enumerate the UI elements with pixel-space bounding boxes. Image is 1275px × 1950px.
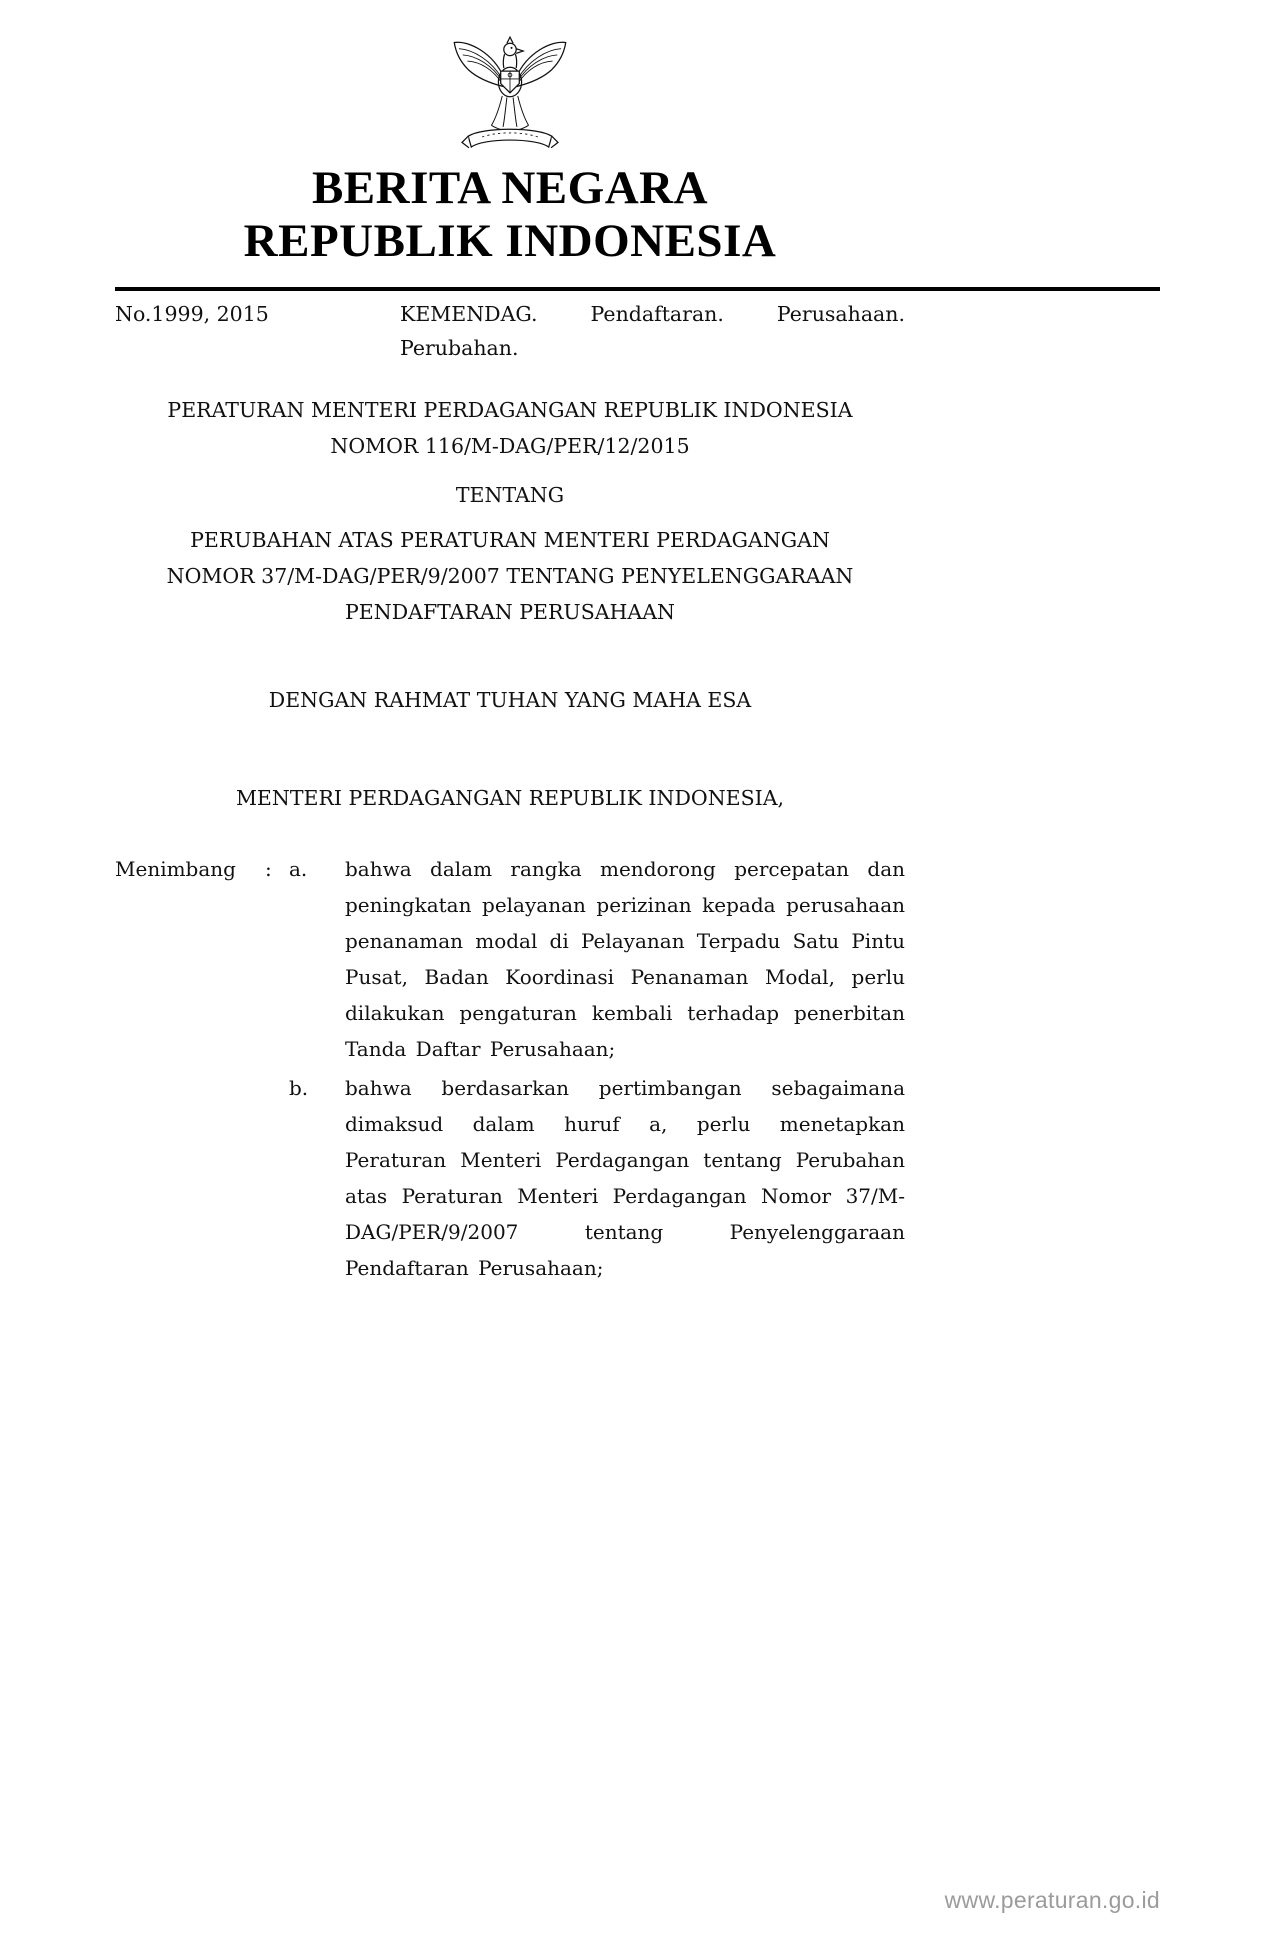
gazette-subjects-line1: KEMENDAG. Pendaftaran. Perusahaan. xyxy=(400,302,905,326)
masthead xyxy=(115,34,905,268)
gazette-header-row xyxy=(115,297,905,365)
consideration-text-b: bahwa berdasarkan pertimbangan sebagaimana dimaksud dalam huruf a, perlu menetapkan Peraturan Menteri Perdagangan tentang Perubahan atas Peraturan Menteri Perdagangan Nomor 37/M-DAG/PER/9/2007 tentang Penyelenggaraan Pendaftaran Perusahaan; xyxy=(345,1076,905,1280)
gazette-subjects xyxy=(400,297,905,365)
menimbang-colon: : xyxy=(265,857,272,881)
garuda-pancasila-emblem xyxy=(448,34,572,154)
regulation-title-block xyxy=(115,392,905,816)
gazette-subjects-line2: Perubahan. xyxy=(400,336,519,360)
source-url-watermark: www.peraturan.go.id xyxy=(944,1887,1160,1913)
masthead-title-line1: BERITA NEGARA xyxy=(311,162,709,214)
header-divider-rule xyxy=(115,287,1160,291)
regulation-number-line: NOMOR 116/M-DAG/PER/12/2015 xyxy=(330,434,690,458)
menimbang-label: Menimbang xyxy=(115,857,236,881)
masthead-title-line2: REPUBLIK INDONESIA xyxy=(243,215,777,267)
gazette-number: No.1999, 2015 xyxy=(115,302,269,326)
consideration-text-a: bahwa dalam rangka mendorong percepatan dan peningkatan pelayanan perizinan kepada perusahaan penanaman modal di Pelayanan Terpadu Satu Pintu Pusat, Badan Koordinasi Penanaman Modal, perlu dilakukan pengaturan kembali terhadap penerbitan Tanda Daftar Perusahaan; xyxy=(345,857,905,1061)
regulation-subject-line2: NOMOR 37/M-DAG/PER/9/2007 TENTANG PENYELENGGARAAN xyxy=(166,564,854,588)
regulation-subject-line3: PENDAFTARAN PERUSAHAAN xyxy=(345,600,675,624)
consideration-marker-a: a. xyxy=(289,857,308,881)
considerations-section xyxy=(115,851,905,1289)
regulation-subject-line1: PERUBAHAN ATAS PERATURAN MENTERI PERDAGANGAN xyxy=(190,528,830,552)
invocation-line: DENGAN RAHMAT TUHAN YANG MAHA ESA xyxy=(268,688,752,712)
regulation-title-line1: PERATURAN MENTERI PERDAGANGAN REPUBLIK INDONESIA xyxy=(167,398,853,422)
tentang-label: TENTANG xyxy=(455,483,565,507)
consideration-marker-b: b. xyxy=(289,1076,309,1100)
authority-line: MENTERI PERDAGANGAN REPUBLIK INDONESIA, xyxy=(235,786,785,810)
